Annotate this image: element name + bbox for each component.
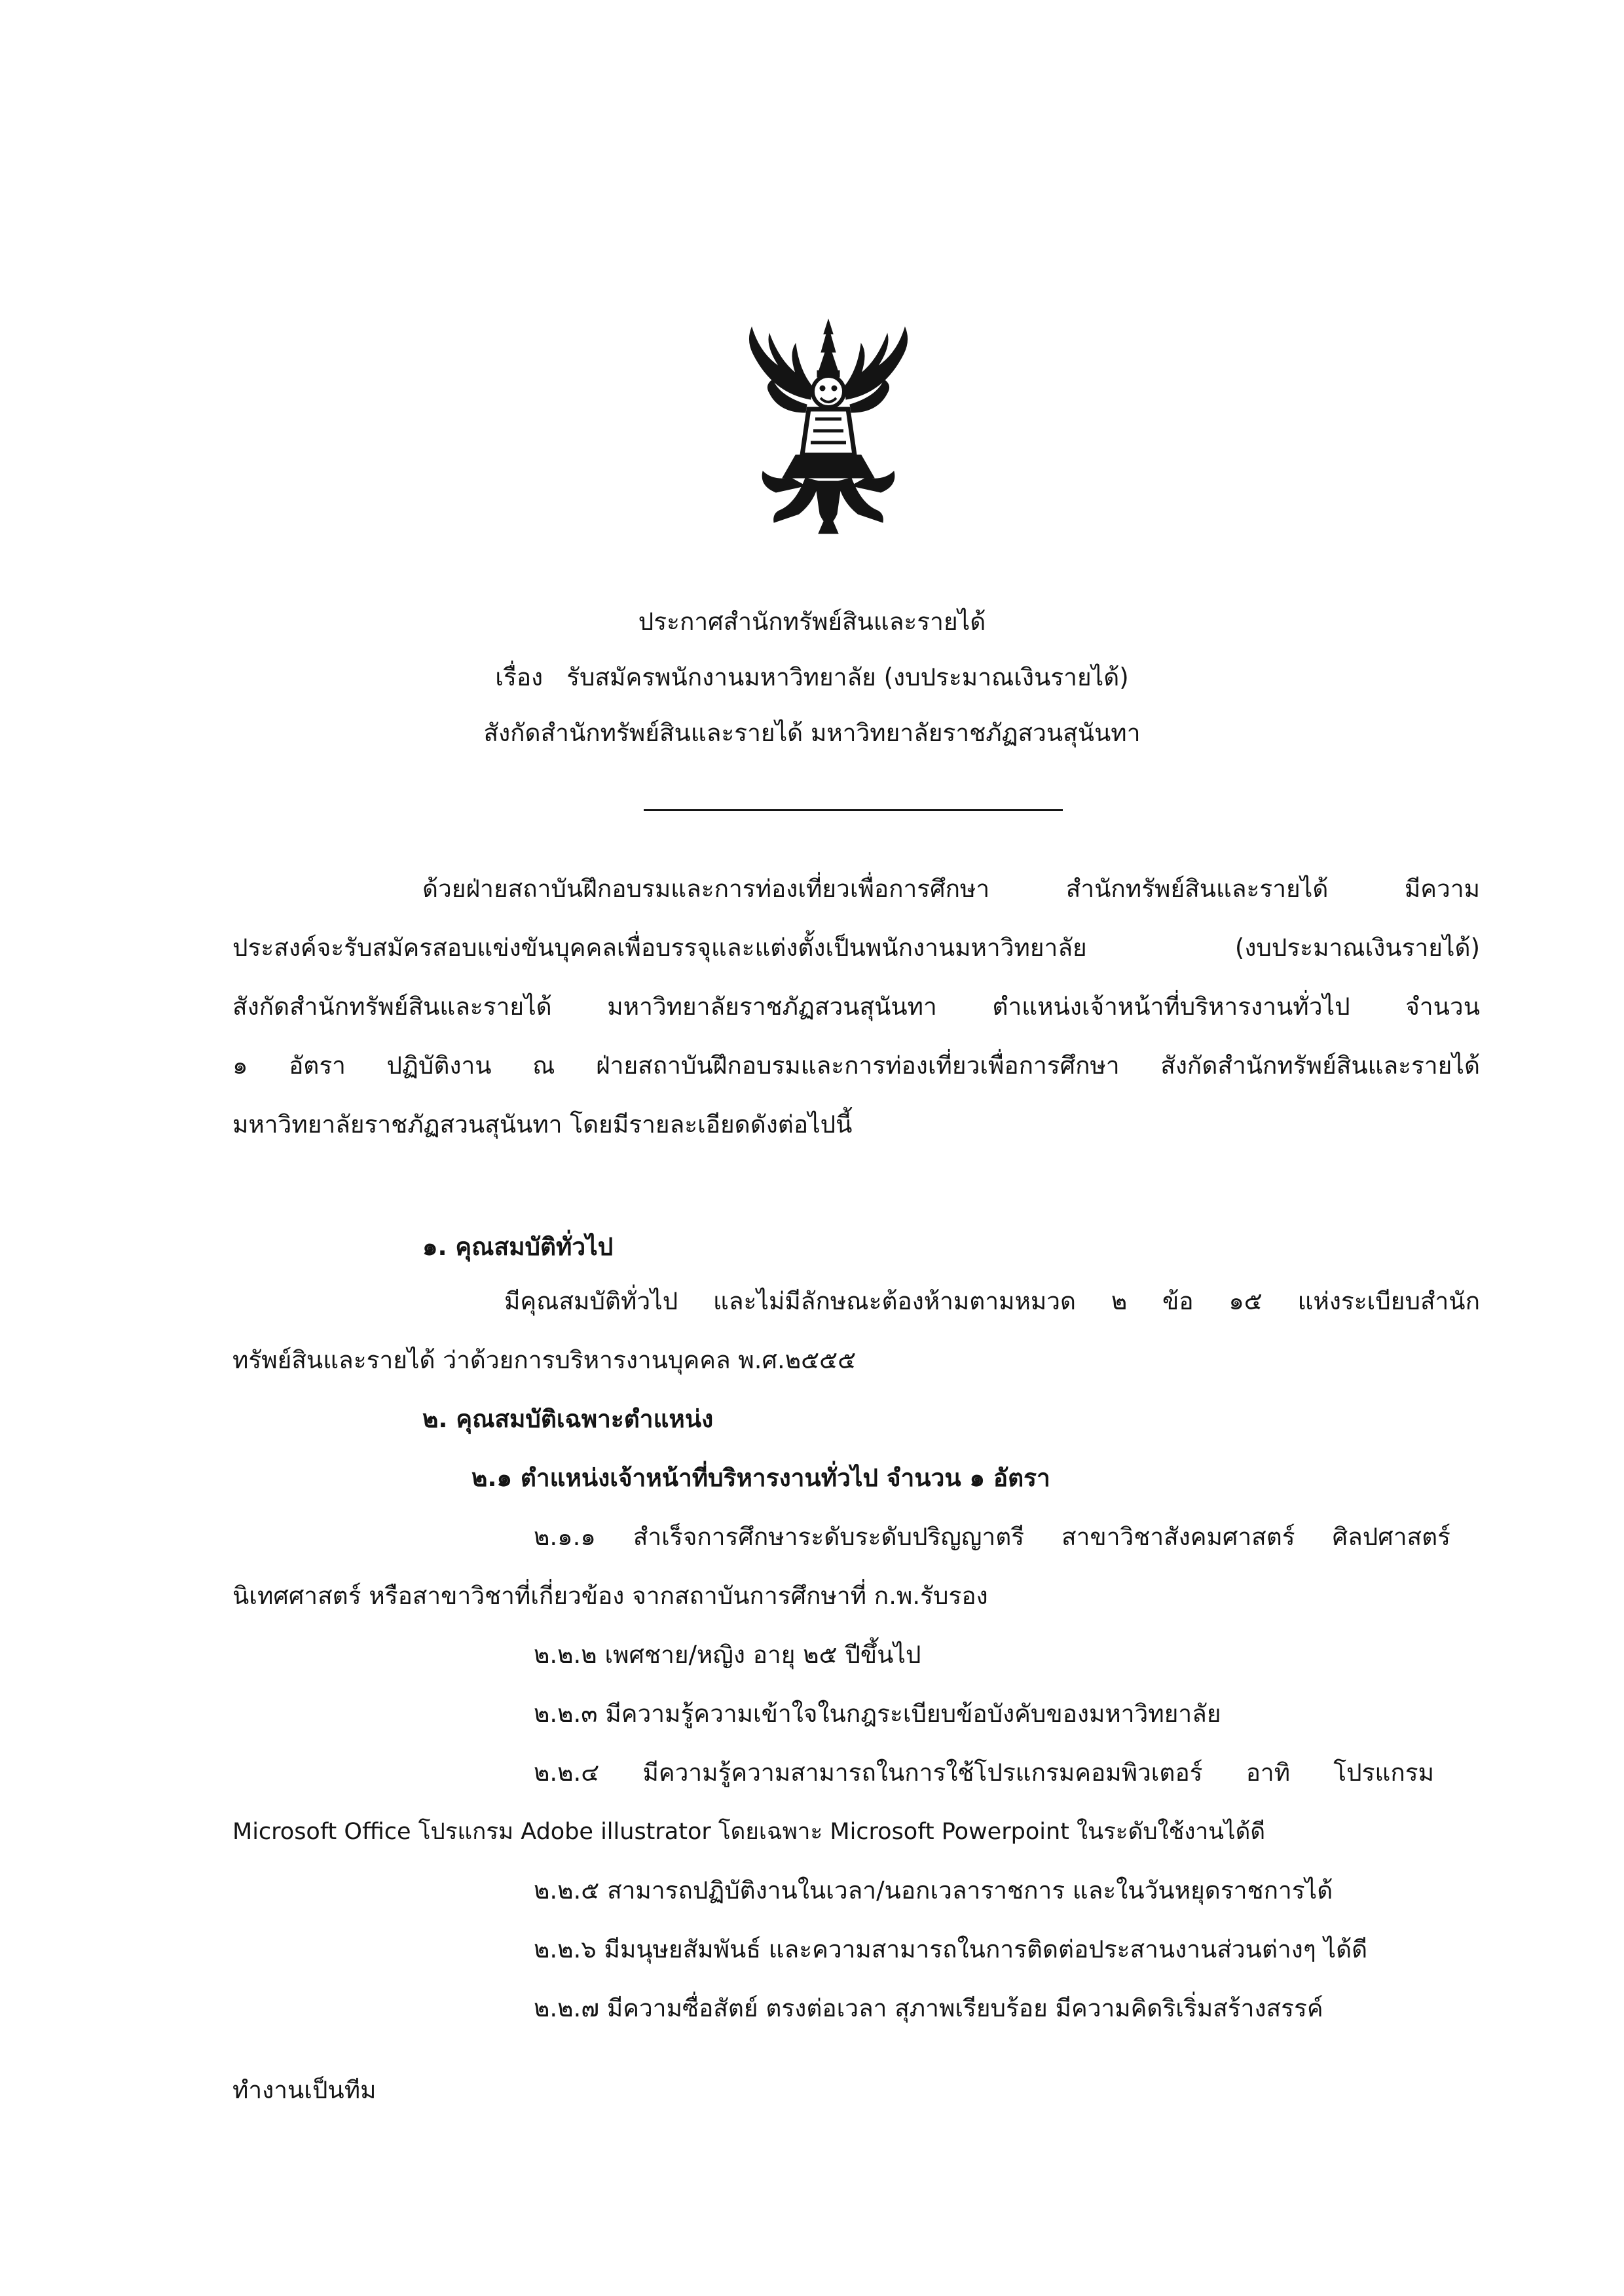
announcement-affiliation: สังกัดสำนักทรัพย์สินและรายได้ มหาวิทยาลัยราชภัฏสวนสุนันทา: [483, 719, 1141, 747]
announcement-subject: [223, 661, 1401, 694]
section2-subtitle: ๒.๑ ตำแหน่งเจ้าหน้าที่บริหารงานทั่วไป จำนวน ๑ อัตรา: [471, 1464, 1050, 1492]
section2-item-1: ๒.๑.๑ สำเร็จการศึกษาระดับระดับปริญญาตรี สาขาวิชาสังคมศาสตร์ ศิลปศาสตร์: [534, 1523, 1450, 1551]
subject-label: เรื่อง: [495, 663, 544, 691]
section2-item-2: ๒.๒.๒ เพศชาย/หญิง อายุ ๒๕ ปีขึ้นไป: [534, 1641, 921, 1669]
intro-line-5: มหาวิทยาลัยราชภัฏสวนสุนันทา โดยมีรายละเอียดดังต่อไปนี้: [232, 1110, 853, 1139]
section1-line-1: มีคุณสมบัติทั่วไป และไม่มีลักษณะต้องห้ามตามหมวด ๒ ข้อ ๑๕ แห่งระเบียบสำนัก: [504, 1287, 1480, 1315]
section2-item-1-cont: นิเทศศาสตร์ หรือสาขาวิชาที่เกี่ยวข้อง จากสถาบันการศึกษาที่ ก.พ.รับรอง: [232, 1582, 988, 1610]
section2-item-4-cont: Microsoft Office โปรแกรม Adobe illustrator โดยเฉพาะ Microsoft Powerpoint ในระดับใช้งานได้ดี: [232, 1819, 1266, 1845]
intro-line-3: สังกัดสำนักทรัพย์สินและรายได้ มหาวิทยาลัยราชภัฏสวนสุนันทา ตำแหน่งเจ้าหน้าที่บริหารงานทั่วไป จำนวน: [232, 993, 1480, 1021]
intro-line-2: ประสงค์จะรับสมัครสอบแข่งขันบุคคลเพื่อบรรจุและแต่งตั้งเป็นพนักงานมหาวิทยาลัย (งบประมาณเงินรายได้): [232, 934, 1480, 962]
garuda-emblem: [733, 314, 923, 537]
section1-title: ๑. คุณสมบัติทั่วไป: [422, 1233, 614, 1261]
section2-item-5: ๒.๒.๕ สามารถปฏิบัติงานในเวลา/นอกเวลาราชการ และในวันหยุดราชการได้: [534, 1876, 1333, 1904]
section1-line-2: ทรัพย์สินและรายได้ ว่าด้วยการบริหารงานบุคคล พ.ศ.๒๕๕๕: [232, 1346, 857, 1374]
announcement-title: ประกาศสำนักทรัพย์สินและรายได้: [638, 608, 986, 636]
section2-item-6: ๒.๒.๖ มีมนุษยสัมพันธ์ และความสามารถในการติดต่อประสานงานส่วนต่างๆ ได้ดี: [534, 1935, 1368, 1963]
section2-item-7: ๒.๒.๗ มีความซื่อสัตย์ ตรงต่อเวลา สุภาพเรียบร้อย มีความคิดริเริ่มสร้างสรรค์: [534, 1994, 1323, 2022]
section2-title: ๒. คุณสมบัติเฉพาะตำแหน่ง: [422, 1405, 714, 1433]
subject-text: รับสมัครพนักงานมหาวิทยาลัย (งบประมาณเงินรายได้): [566, 663, 1129, 691]
intro-line-1: ด้วยฝ่ายสถาบันฝึกอบรมและการท่องเที่ยวเพื่อการศึกษา สำนักทรัพย์สินและรายได้ มีความ: [422, 875, 1480, 903]
section2-item-7-cont: ทำงานเป็นทีม: [232, 2076, 377, 2104]
section2-item-3: ๒.๒.๓ มีความรู้ความเข้าใจในกฎระเบียบข้อบังคับของมหาวิทยาลัย: [534, 1700, 1221, 1728]
heading-divider: [644, 809, 1063, 811]
section2-item-4: ๒.๒.๔ มีความรู้ความสามารถในการใช้โปรแกรมคอมพิวเตอร์ อาทิ โปรแกรม: [534, 1758, 1434, 1787]
intro-line-4: ๑ อัตรา ปฏิบัติงาน ณ ฝ่ายสถาบันฝึกอบรมและการท่องเที่ยวเพื่อการศึกษา สังกัดสำนักทรัพย์สินและรายได้: [232, 1051, 1480, 1080]
